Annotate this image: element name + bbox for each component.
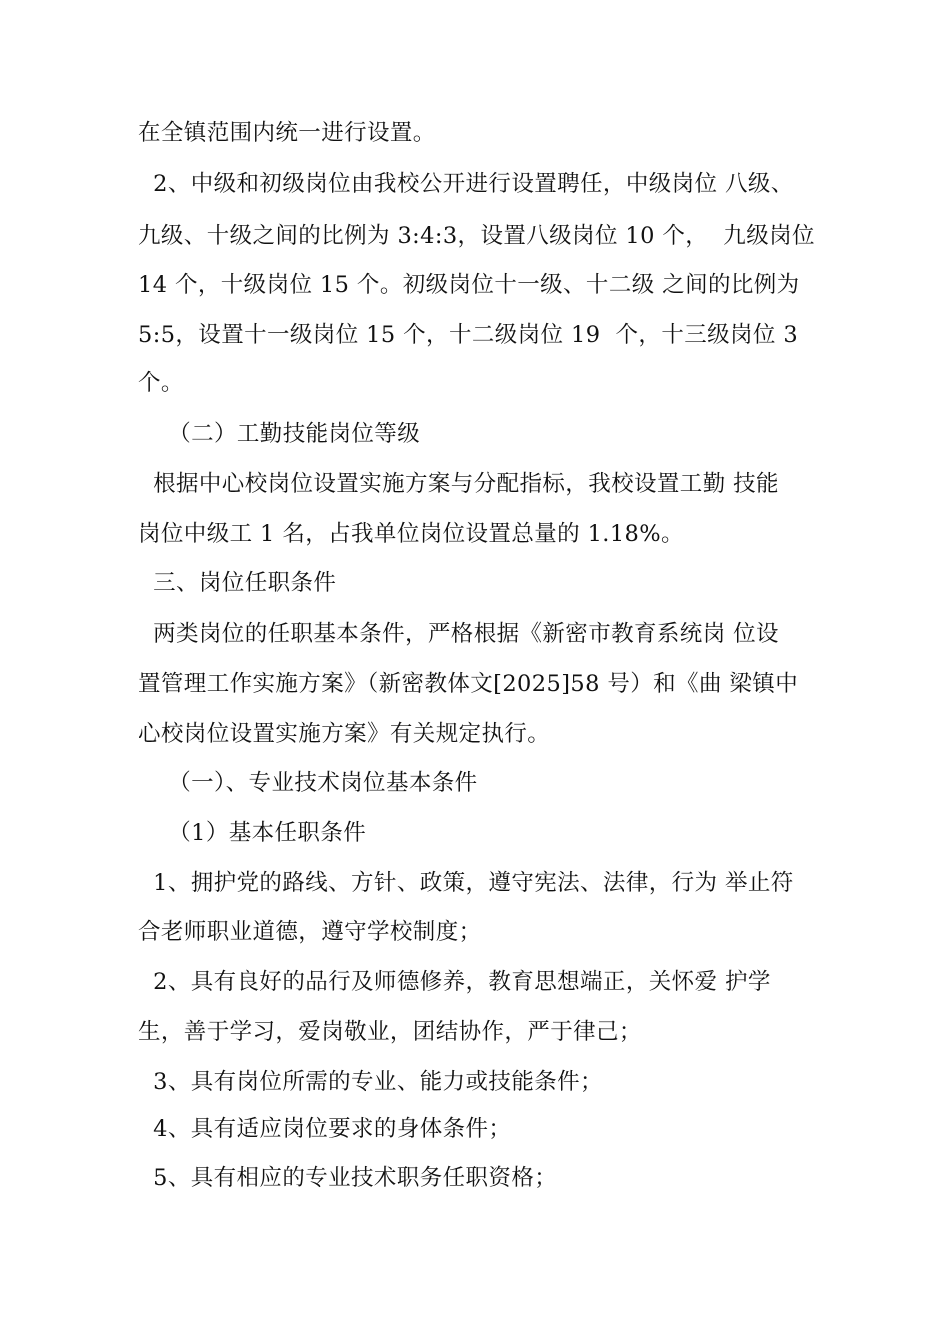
text-line: 两类岗位的任职基本条件，严格根据《新密市教育系统岗 位设 <box>138 621 779 647</box>
section-heading: 三、岗位任职条件 <box>138 570 337 596</box>
text-line: 岗位中级工 1 名，占我单位岗位设置总量的 1.18%。 <box>138 521 684 547</box>
text-line: 5:5，设置十一级岗位 15 个，十二级岗位 19 个，十三级岗位 3 <box>138 322 799 348</box>
text-line: 心校岗位设置实施方案》有关规定执行。 <box>138 721 551 747</box>
list-item: 2、具有良好的品行及师德修养，教育思想端正，关怀爱 护学 <box>138 969 771 995</box>
text-line: 在全镇范围内统一进行设置。 <box>138 120 436 146</box>
section-heading: （1）基本任职条件 <box>138 820 367 846</box>
text-line: 合老师职业道德，遵守学校制度； <box>138 919 482 945</box>
text-line: 生，善于学习，爱岗敬业，团结协作，严于律己； <box>138 1019 642 1045</box>
list-item: 1、拥护党的路线、方针、政策，遵守宪法、法律，行为 举止符 <box>138 870 794 896</box>
section-heading: （一）、专业技术岗位基本条件 <box>138 770 478 796</box>
list-item: 3、具有岗位所需的专业、能力或技能条件； <box>138 1069 603 1095</box>
text-line: 置管理工作实施方案》（新密教体文[2025]58 号）和《曲 梁镇中 <box>138 671 799 697</box>
text-line: 根据中心校岗位设置实施方案与分配指标，我校设置工勤 技能 <box>138 471 779 497</box>
text-line: 2、中级和初级岗位由我校公开进行设置聘任，中级岗位 八级、 <box>138 171 794 197</box>
list-item: 4、具有适应岗位要求的身体条件； <box>138 1116 512 1142</box>
list-item: 5、具有相应的专业技术职务任职资格； <box>138 1165 558 1191</box>
text-line: 14 个，十级岗位 15 个。初级岗位十一级、十二级 之间的比例为 <box>138 272 800 298</box>
text-line: 个。 <box>138 370 184 396</box>
text-line: 九级、十级之间的比例为 3:4:3，设置八级岗位 10 个， 九级岗位 <box>138 223 815 249</box>
section-heading: （二）工勤技能岗位等级 <box>138 421 421 447</box>
